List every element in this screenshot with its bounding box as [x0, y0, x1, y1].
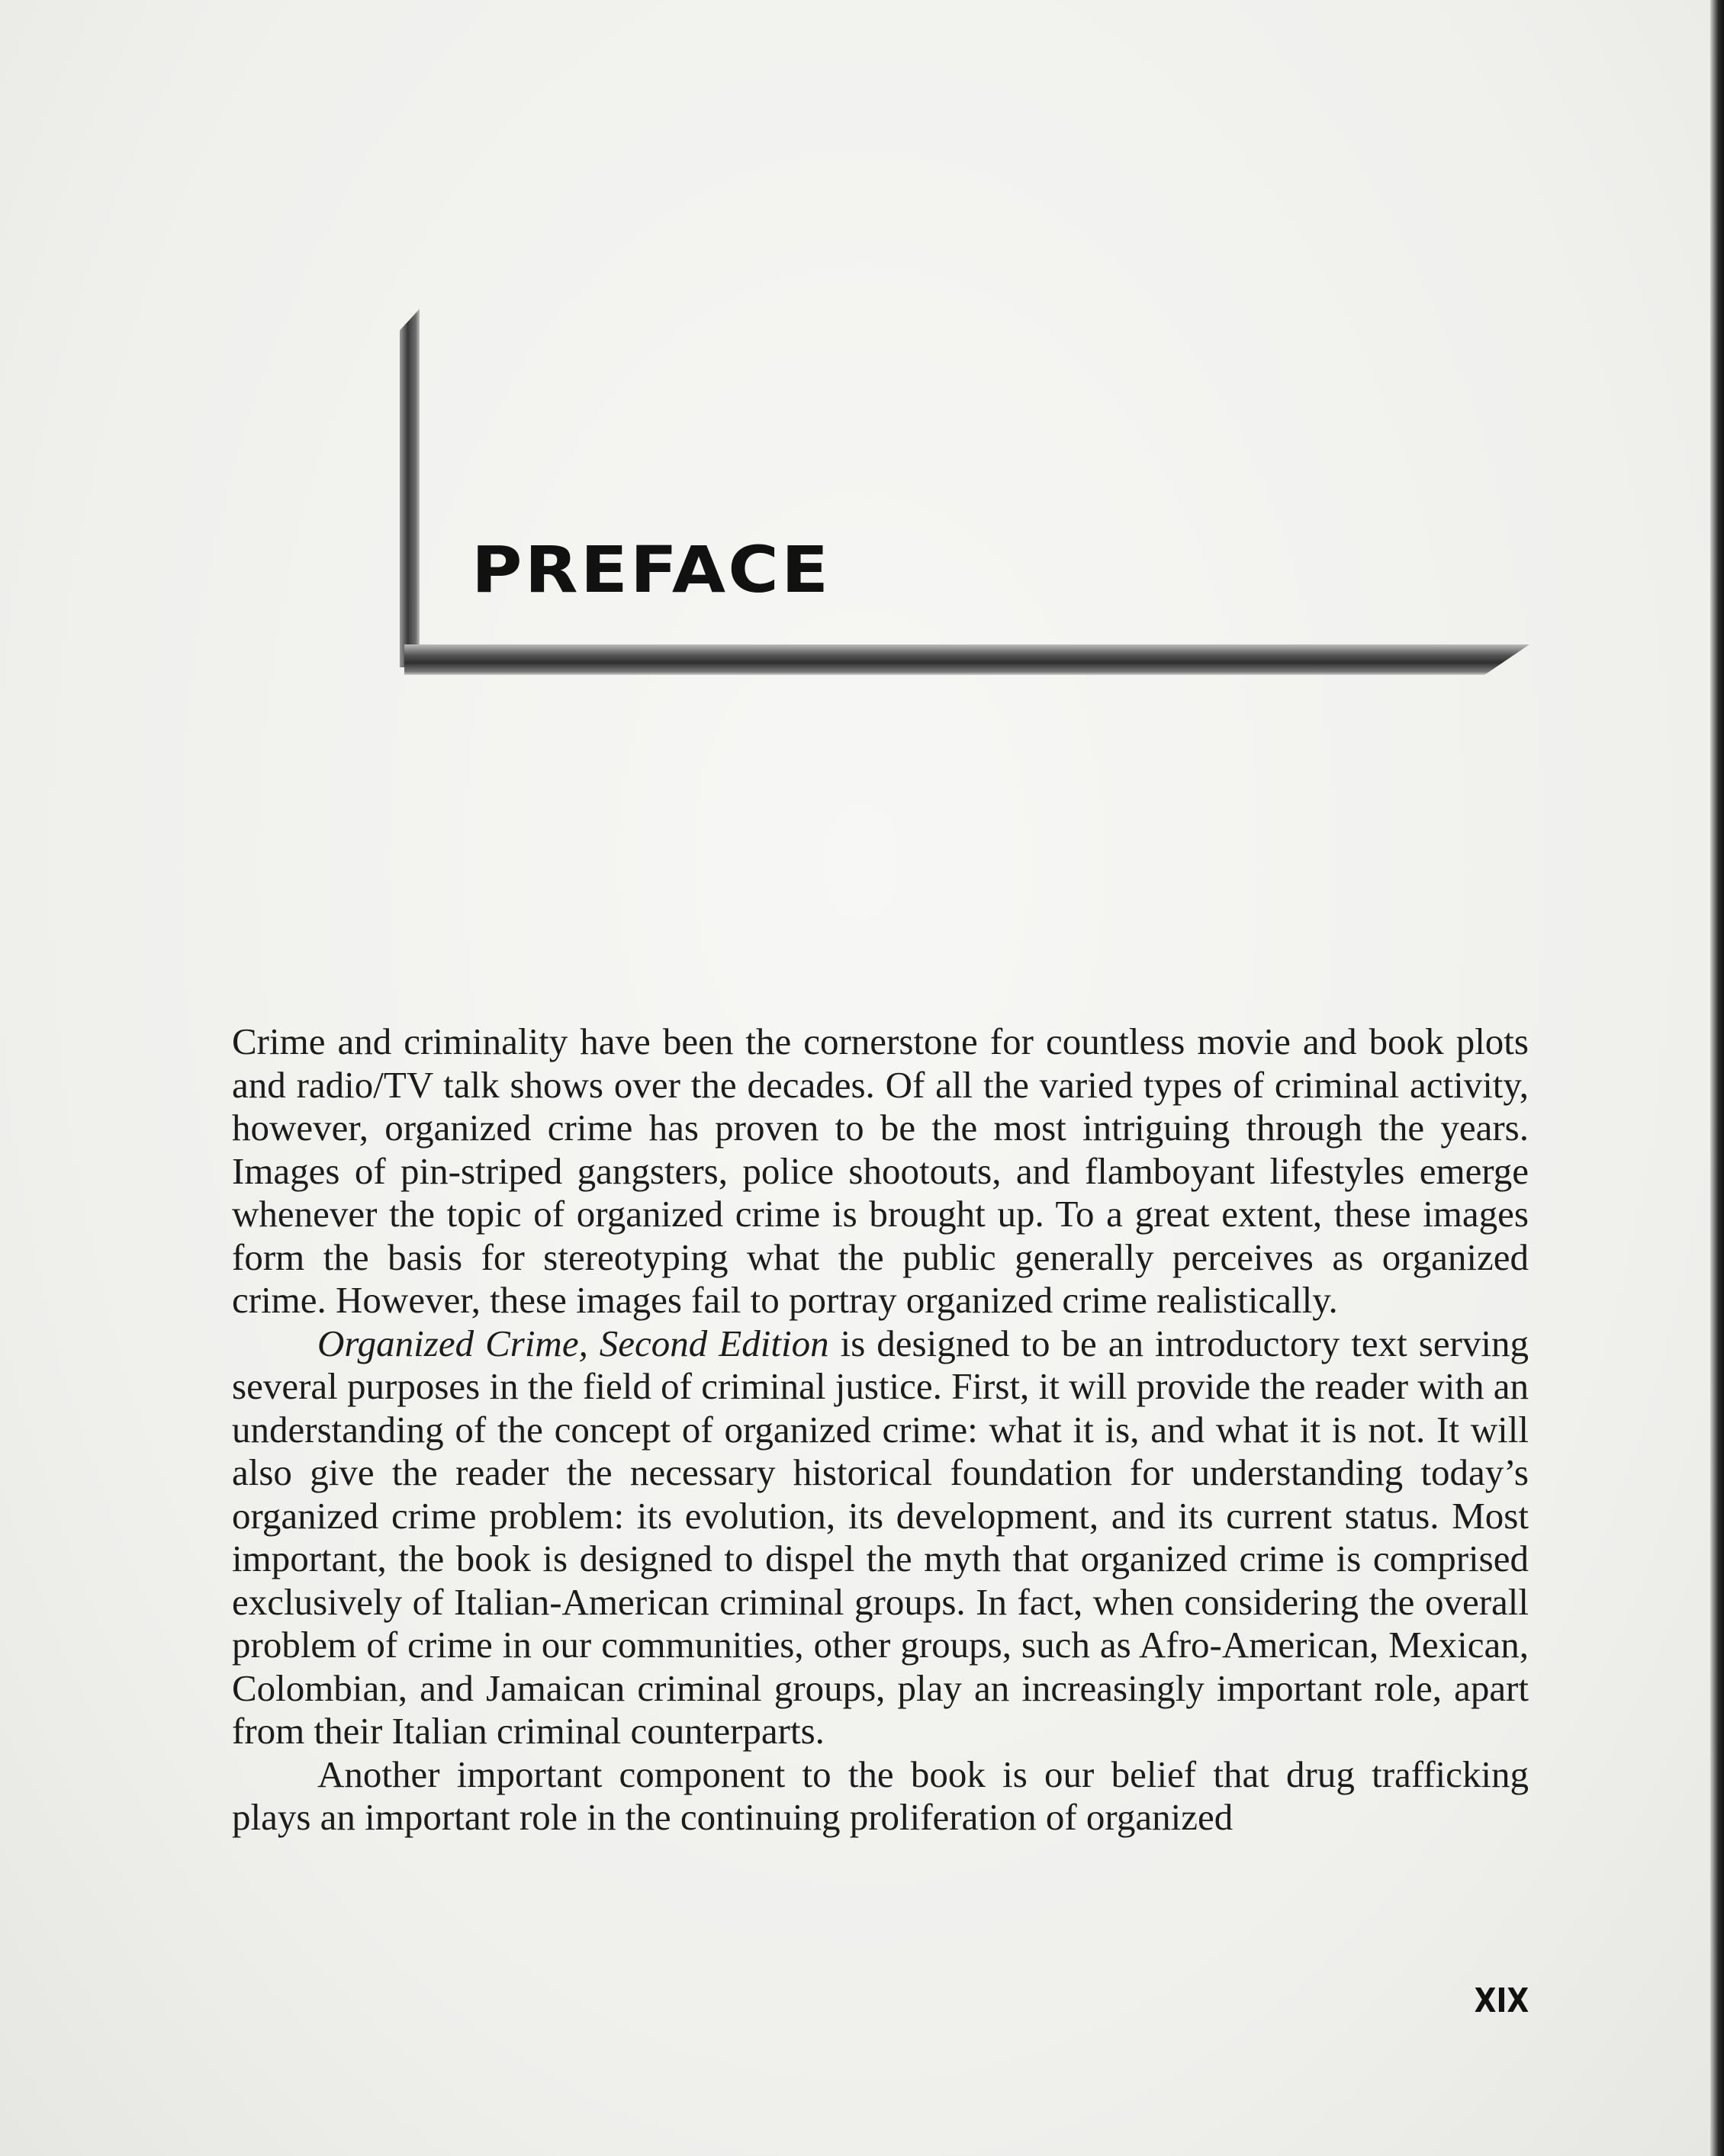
heading-bracket-horizontal	[404, 644, 1529, 675]
heading-bracket-vertical	[400, 309, 420, 667]
page-number: XIX	[1474, 1981, 1529, 2020]
page-edge-shadow	[1710, 0, 1724, 2156]
paragraph-2-text: is designed to be an introductory text serving several purposes in the field of criminal justice. First, it will provide the reader with an understanding of the concept of organized crime: what it is, and what it is not. It will also give the reader the necessary historical foundation for understanding today’s organized crime problem: its evolution, its development, and its current status. Most important, the book is designed to dispel the myth that organized crime is comprised exclusively of Italian-American criminal groups. In fact, when considering the overall problem of crime in our communities, other groups, such as Afro-American, Mexican, Colombian, and Jamaican criminal groups, play an increasingly important role, apart from their Italian criminal counterparts.	[232, 1322, 1529, 1752]
chapter-heading: PREFACE	[471, 532, 831, 607]
paragraph-3: Another important component to the book is our belief that drug trafficking plays an important role in the continuing proliferation of organized	[232, 1753, 1529, 1838]
paragraph-2	[232, 1322, 1529, 1753]
paragraph-1: Crime and criminality have been the cornerstone for countless movie and book plots and radio/TV talk shows over the decades. Of all the varied types of criminal activity, however, organized crime has proven to be the most intriguing through the years. Images of pin-striped gangsters, police shootouts, and flamboyant lifestyles emerge whenever the topic of organized crime is brought up. To a great extent, these images form the basis for stereotyping what the public generally perceives as organized crime. However, these images fail to portray organized crime realistically.	[232, 1020, 1529, 1321]
book-title-italic: Organized Crime, Second Edition	[317, 1322, 829, 1364]
body-text	[232, 1020, 1529, 1840]
